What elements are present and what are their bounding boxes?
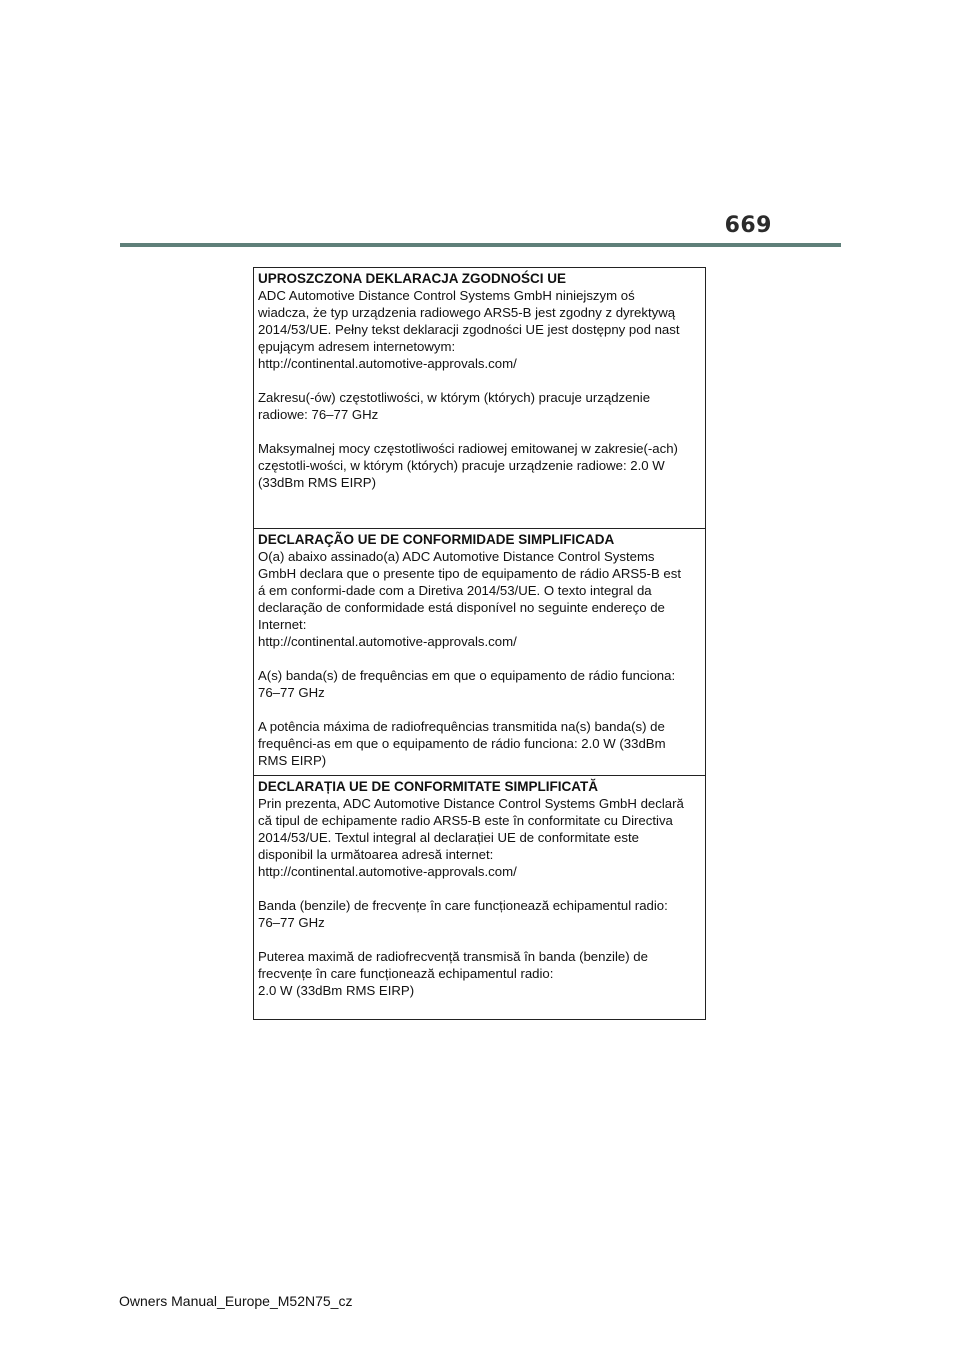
footer-manual-id: Owners Manual_Europe_M52N75_cz [119, 1293, 353, 1309]
declaration-section-portuguese [254, 528, 705, 775]
declaration-section-romanian [254, 775, 705, 1018]
section-romanian-paragraph-1: Prin prezenta, ADC Automotive Distance Control Systems GmbH declară că tipul de echipamente radio ARS5-B este în conformitate cu Directiva 2014/53/UE. Textul integral al declarației UE de conformitate este disponibil la următoarea adresă internet: http://continental.automotive-approvals.com/ [258, 796, 684, 879]
section-portuguese-paragraph-2: A(s) banda(s) de frequências em que o equipamento de rádio funciona: 76–77 GHz [258, 668, 676, 700]
section-title-romanian: DECLARAȚIA UE DE CONFORMITATE SIMPLIFICATĂ [258, 779, 598, 794]
declaration-box [253, 267, 706, 1020]
section-title-polish: UPROSZCZONA DEKLARACJA ZGODNOŚCI UE [258, 271, 567, 286]
section-polish-paragraph-3: Maksymalnej mocy częstotliwości radiowej emitowanej w zakresie(-ach) częstotli-wości, w którym (których) pracuje urządzenie radiowe: 2.0 W (33dBm RMS EIRP) [258, 441, 678, 490]
section-romanian-paragraph-3: Puterea maximă de radiofrecvență transmisă în banda (benzile) de frecvențe în care funcționează echipamentul radio: 2.0 W (33dBm RMS EIRP) [258, 949, 648, 998]
page-number: 669 [724, 213, 772, 238]
header-rule [120, 243, 841, 247]
section-title-portuguese: DECLARAÇÃO UE DE CONFORMIDADE SIMPLIFICADA [258, 532, 615, 547]
section-polish-paragraph-1: ADC Automotive Distance Control Systems GmbH niniejszym oś wiadcza, że typ urządzenia radiowego ARS5-B jest zgodny z dyrektywą 2014/53/UE. Pełny tekst deklaracji zgodności UE jest dostępny pod nast ępującym adresem internetowym: http://continental.automotive-approvals.com/ [258, 288, 680, 371]
declaration-section-polish [254, 268, 705, 528]
section-polish-paragraph-2: Zakresu(-ów) częstotliwości, w którym (których) pracuje urządzenie radiowe: 76–77 GHz [258, 390, 651, 422]
section-romanian-paragraph-2: Banda (benzile) de frecvențe în care funcționează echipamentul radio: 76–77 GHz [258, 898, 668, 930]
section-portuguese-paragraph-1: O(a) abaixo assinado(a) ADC Automotive Distance Control Systems GmbH declara que o presente tipo de equipamento de rádio ARS5-B est á em conformi-dade com a Diretiva 2014/53/UE. O texto integral da declaração de conformidade está disponível no seguinte endereço de Internet: http://continental.automotive-approvals.com/ [258, 549, 681, 649]
section-portuguese-paragraph-3: A potência máxima de radiofrequências transmitida na(s) banda(s) de frequênci-as em que o equipamento de rádio funciona: 2.0 W (33dBm RMS EIRP) [258, 719, 666, 768]
